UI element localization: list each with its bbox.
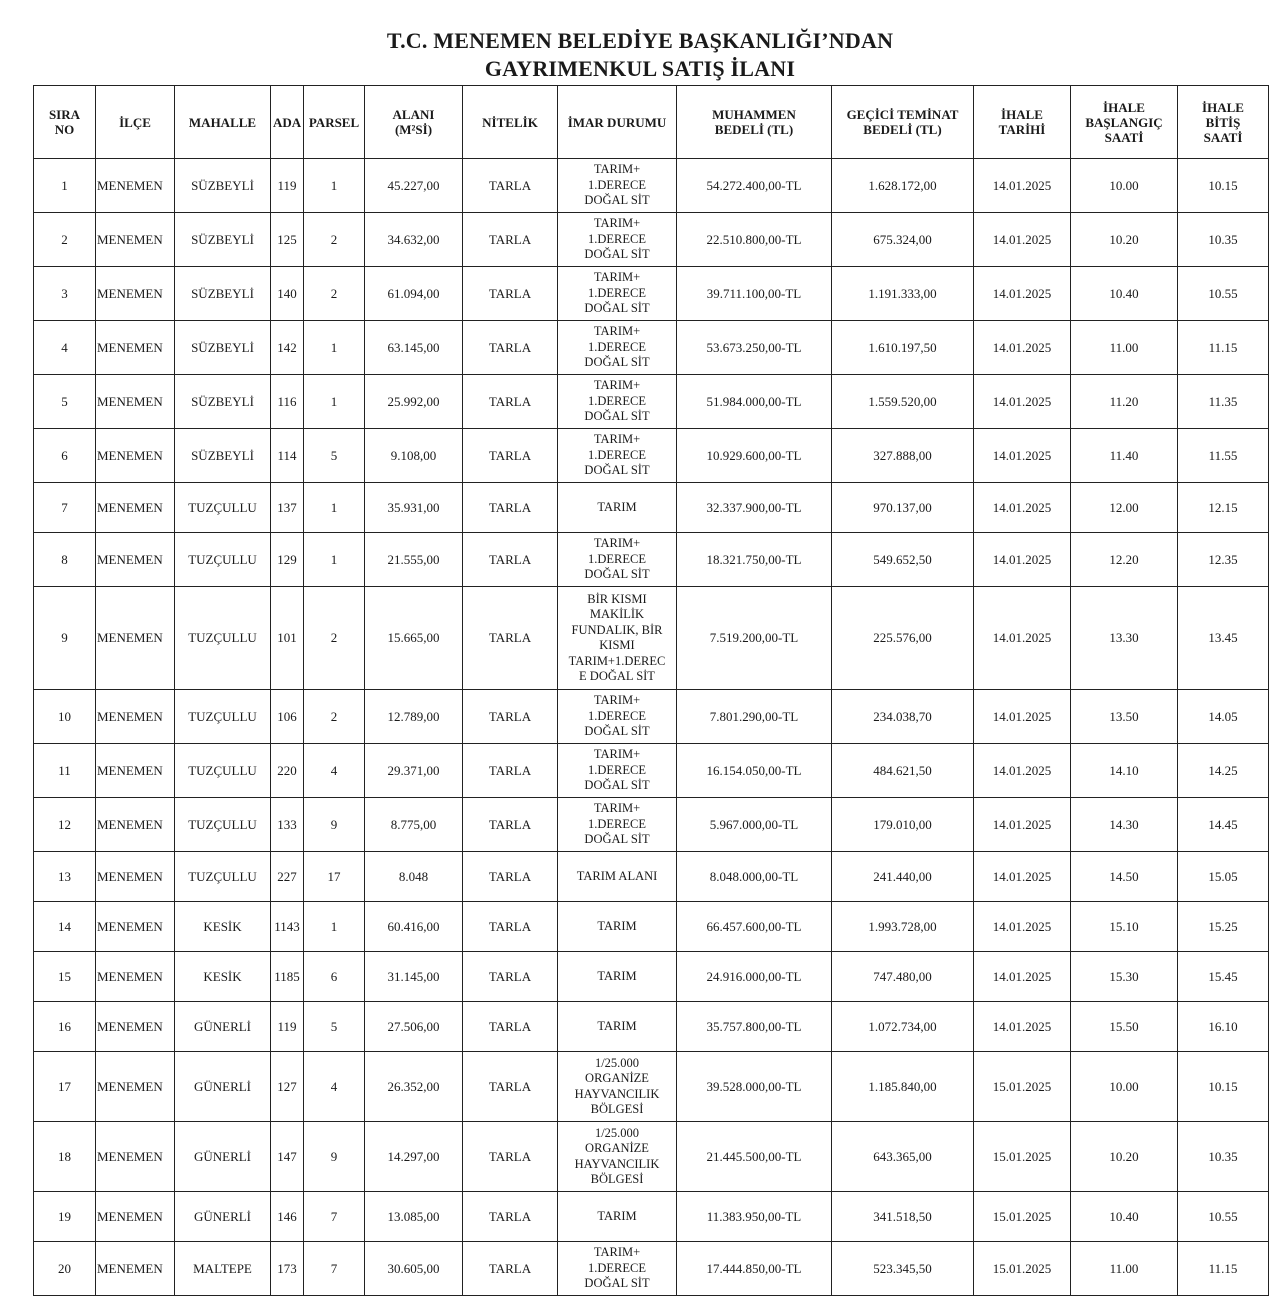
row-number-cell: 6 <box>34 429 96 483</box>
auction-date-cell: 14.01.2025 <box>974 267 1071 321</box>
column-header: İMAR DURUMU <box>558 86 677 159</box>
block-cell: 125 <box>271 213 304 267</box>
row-number-cell: 15 <box>34 952 96 1002</box>
column-header: PARSEL <box>304 86 365 159</box>
zoning-status-cell: TARIM+ 1.DERECE DOĞAL SİT <box>558 321 677 375</box>
neighborhood-cell: SÜZBEYLİ <box>175 321 271 375</box>
area-cell: 35.931,00 <box>365 483 463 533</box>
area-cell: 21.555,00 <box>365 533 463 587</box>
deposit-cell: 970.137,00 <box>832 483 974 533</box>
column-header: İLÇE <box>96 86 175 159</box>
table-row <box>34 483 1269 533</box>
table-row <box>34 1192 1269 1242</box>
land-type-cell: TARLA <box>463 902 558 952</box>
deposit-cell: 1.610.197,50 <box>832 321 974 375</box>
zoning-status-cell: BİR KISMI MAKİLİK FUNDALIK, BİR KISMI TARIM+1.DEREC E DOĞAL SİT <box>558 587 677 690</box>
auction-date-cell: 14.01.2025 <box>974 321 1071 375</box>
area-cell: 63.145,00 <box>365 321 463 375</box>
zoning-status-cell: TARIM <box>558 902 677 952</box>
estimated-price-cell: 39.528.000,00-TL <box>677 1052 832 1122</box>
start-time-cell: 12.00 <box>1071 483 1178 533</box>
zoning-status-cell: TARIM+ 1.DERECE DOĞAL SİT <box>558 375 677 429</box>
auction-date-cell: 14.01.2025 <box>974 798 1071 852</box>
district-cell: MENEMEN <box>96 1242 175 1296</box>
block-cell: 129 <box>271 533 304 587</box>
zoning-status-cell: TARIM+ 1.DERECE DOĞAL SİT <box>558 690 677 744</box>
land-type-cell: TARLA <box>463 267 558 321</box>
parcel-cell: 4 <box>304 744 365 798</box>
row-number-cell: 13 <box>34 852 96 902</box>
table-row <box>34 533 1269 587</box>
row-number-cell: 10 <box>34 690 96 744</box>
end-time-cell: 10.15 <box>1178 1052 1269 1122</box>
auction-date-cell: 14.01.2025 <box>974 159 1071 213</box>
estimated-price-cell: 17.444.850,00-TL <box>677 1242 832 1296</box>
parcel-cell: 5 <box>304 429 365 483</box>
notice-subtitle: GAYRIMENKUL SATIŞ İLANI <box>484 56 796 81</box>
block-cell: 220 <box>271 744 304 798</box>
parcel-cell: 1 <box>304 375 365 429</box>
block-cell: 133 <box>271 798 304 852</box>
parcel-cell: 1 <box>304 902 365 952</box>
parcel-cell: 7 <box>304 1242 365 1296</box>
deposit-cell: 549.652,50 <box>832 533 974 587</box>
land-type-cell: TARLA <box>463 587 558 690</box>
deposit-cell: 747.480,00 <box>832 952 974 1002</box>
area-cell: 27.506,00 <box>365 1002 463 1052</box>
district-cell: MENEMEN <box>96 213 175 267</box>
table-row <box>34 159 1269 213</box>
district-cell: MENEMEN <box>96 1052 175 1122</box>
estimated-price-cell: 7.519.200,00-TL <box>677 587 832 690</box>
end-time-cell: 14.05 <box>1178 690 1269 744</box>
table-row <box>34 429 1269 483</box>
table-row <box>34 1122 1269 1192</box>
row-number-cell: 12 <box>34 798 96 852</box>
end-time-cell: 11.55 <box>1178 429 1269 483</box>
table-row <box>34 321 1269 375</box>
end-time-cell: 11.35 <box>1178 375 1269 429</box>
table-row <box>34 902 1269 952</box>
row-number-cell: 18 <box>34 1122 96 1192</box>
row-number-cell: 20 <box>34 1242 96 1296</box>
auction-date-cell: 15.01.2025 <box>974 1122 1071 1192</box>
start-time-cell: 10.20 <box>1071 213 1178 267</box>
start-time-cell: 15.50 <box>1071 1002 1178 1052</box>
area-cell: 30.605,00 <box>365 1242 463 1296</box>
table-row <box>34 690 1269 744</box>
block-cell: 137 <box>271 483 304 533</box>
table-row <box>34 375 1269 429</box>
end-time-cell: 12.15 <box>1178 483 1269 533</box>
estimated-price-cell: 16.154.050,00-TL <box>677 744 832 798</box>
land-type-cell: TARLA <box>463 375 558 429</box>
block-cell: 173 <box>271 1242 304 1296</box>
column-header: İHALE BİTİŞ SAATİ <box>1178 86 1269 159</box>
area-cell: 34.632,00 <box>365 213 463 267</box>
neighborhood-cell: GÜNERLİ <box>175 1002 271 1052</box>
column-header: İHALE TARİHİ <box>974 86 1071 159</box>
zoning-status-cell: TARIM+ 1.DERECE DOĞAL SİT <box>558 267 677 321</box>
row-number-cell: 17 <box>34 1052 96 1122</box>
end-time-cell: 10.55 <box>1178 267 1269 321</box>
zoning-status-cell: TARIM+ 1.DERECE DOĞAL SİT <box>558 744 677 798</box>
start-time-cell: 10.00 <box>1071 159 1178 213</box>
block-cell: 127 <box>271 1052 304 1122</box>
block-cell: 106 <box>271 690 304 744</box>
parcel-cell: 1 <box>304 533 365 587</box>
deposit-cell: 234.038,70 <box>832 690 974 744</box>
area-cell: 29.371,00 <box>365 744 463 798</box>
district-cell: MENEMEN <box>96 852 175 902</box>
district-cell: MENEMEN <box>96 902 175 952</box>
end-time-cell: 14.45 <box>1178 798 1269 852</box>
column-header: GEÇİCİ TEMİNAT BEDELİ (TL) <box>832 86 974 159</box>
parcel-cell: 17 <box>304 852 365 902</box>
row-number-cell: 9 <box>34 587 96 690</box>
parcel-cell: 2 <box>304 587 365 690</box>
estimated-price-cell: 18.321.750,00-TL <box>677 533 832 587</box>
parcel-cell: 1 <box>304 159 365 213</box>
area-cell: 26.352,00 <box>365 1052 463 1122</box>
deposit-cell: 1.185.840,00 <box>832 1052 974 1122</box>
parcel-cell: 4 <box>304 1052 365 1122</box>
end-time-cell: 12.35 <box>1178 533 1269 587</box>
neighborhood-cell: SÜZBEYLİ <box>175 267 271 321</box>
auction-date-cell: 14.01.2025 <box>974 690 1071 744</box>
zoning-status-cell: TARIM+ 1.DERECE DOĞAL SİT <box>558 798 677 852</box>
row-number-cell: 3 <box>34 267 96 321</box>
district-cell: MENEMEN <box>96 1192 175 1242</box>
land-type-cell: TARLA <box>463 744 558 798</box>
neighborhood-cell: TUZÇULLU <box>175 483 271 533</box>
block-cell: 101 <box>271 587 304 690</box>
neighborhood-cell: TUZÇULLU <box>175 533 271 587</box>
district-cell: MENEMEN <box>96 159 175 213</box>
district-cell: MENEMEN <box>96 533 175 587</box>
estimated-price-cell: 8.048.000,00-TL <box>677 852 832 902</box>
land-type-cell: TARLA <box>463 1122 558 1192</box>
land-type-cell: TARLA <box>463 1002 558 1052</box>
block-cell: 119 <box>271 159 304 213</box>
start-time-cell: 10.40 <box>1071 1192 1178 1242</box>
row-number-cell: 4 <box>34 321 96 375</box>
neighborhood-cell: TUZÇULLU <box>175 798 271 852</box>
area-cell: 15.665,00 <box>365 587 463 690</box>
area-cell: 61.094,00 <box>365 267 463 321</box>
table-row <box>34 587 1269 690</box>
start-time-cell: 13.30 <box>1071 587 1178 690</box>
neighborhood-cell: KESİK <box>175 952 271 1002</box>
district-cell: MENEMEN <box>96 429 175 483</box>
auction-date-cell: 15.01.2025 <box>974 1052 1071 1122</box>
land-type-cell: TARLA <box>463 483 558 533</box>
deposit-cell: 241.440,00 <box>832 852 974 902</box>
district-cell: MENEMEN <box>96 798 175 852</box>
column-header: NİTELİK <box>463 86 558 159</box>
start-time-cell: 11.20 <box>1071 375 1178 429</box>
row-number-cell: 14 <box>34 902 96 952</box>
row-number-cell: 11 <box>34 744 96 798</box>
zoning-status-cell: TARIM+ 1.DERECE DOĞAL SİT <box>558 213 677 267</box>
area-cell: 31.145,00 <box>365 952 463 1002</box>
estimated-price-cell: 22.510.800,00-TL <box>677 213 832 267</box>
estimated-price-cell: 7.801.290,00-TL <box>677 690 832 744</box>
area-cell: 60.416,00 <box>365 902 463 952</box>
end-time-cell: 10.15 <box>1178 159 1269 213</box>
district-cell: MENEMEN <box>96 744 175 798</box>
estimated-price-cell: 11.383.950,00-TL <box>677 1192 832 1242</box>
row-number-cell: 8 <box>34 533 96 587</box>
auction-date-cell: 14.01.2025 <box>974 587 1071 690</box>
column-header: ALANI (M²Sİ) <box>365 86 463 159</box>
start-time-cell: 13.50 <box>1071 690 1178 744</box>
district-cell: MENEMEN <box>96 267 175 321</box>
area-cell: 14.297,00 <box>365 1122 463 1192</box>
neighborhood-cell: GÜNERLİ <box>175 1122 271 1192</box>
zoning-status-cell: 1/25.000 ORGANİZE HAYVANCILIK BÖLGESİ <box>558 1052 677 1122</box>
neighborhood-cell: SÜZBEYLİ <box>175 213 271 267</box>
area-cell: 9.108,00 <box>365 429 463 483</box>
auction-date-cell: 14.01.2025 <box>974 902 1071 952</box>
table-row <box>34 1242 1269 1296</box>
deposit-cell: 523.345,50 <box>832 1242 974 1296</box>
deposit-cell: 484.621,50 <box>832 744 974 798</box>
zoning-status-cell: TARIM ALANI <box>558 852 677 902</box>
block-cell: 114 <box>271 429 304 483</box>
table-row <box>34 213 1269 267</box>
land-type-cell: TARLA <box>463 798 558 852</box>
zoning-status-cell: TARIM+ 1.DERECE DOĞAL SİT <box>558 1242 677 1296</box>
district-cell: MENEMEN <box>96 587 175 690</box>
auction-date-cell: 14.01.2025 <box>974 852 1071 902</box>
start-time-cell: 11.00 <box>1071 1242 1178 1296</box>
estimated-price-cell: 51.984.000,00-TL <box>677 375 832 429</box>
table-row <box>34 1002 1269 1052</box>
district-cell: MENEMEN <box>96 952 175 1002</box>
end-time-cell: 15.45 <box>1178 952 1269 1002</box>
neighborhood-cell: SÜZBEYLİ <box>175 429 271 483</box>
table-header-row <box>34 86 1269 159</box>
area-cell: 25.992,00 <box>365 375 463 429</box>
auction-date-cell: 14.01.2025 <box>974 1002 1071 1052</box>
deposit-cell: 341.518,50 <box>832 1192 974 1242</box>
auction-date-cell: 14.01.2025 <box>974 952 1071 1002</box>
zoning-status-cell: TARIM <box>558 952 677 1002</box>
neighborhood-cell: SÜZBEYLİ <box>175 375 271 429</box>
land-type-cell: TARLA <box>463 159 558 213</box>
block-cell: 227 <box>271 852 304 902</box>
district-cell: MENEMEN <box>96 483 175 533</box>
deposit-cell: 1.559.520,00 <box>832 375 974 429</box>
deposit-cell: 675.324,00 <box>832 213 974 267</box>
estimated-price-cell: 10.929.600,00-TL <box>677 429 832 483</box>
parcel-cell: 9 <box>304 1122 365 1192</box>
start-time-cell: 11.00 <box>1071 321 1178 375</box>
land-type-cell: TARLA <box>463 429 558 483</box>
end-time-cell: 15.05 <box>1178 852 1269 902</box>
land-type-cell: TARLA <box>463 852 558 902</box>
land-type-cell: TARLA <box>463 1242 558 1296</box>
block-cell: 147 <box>271 1122 304 1192</box>
auction-date-cell: 14.01.2025 <box>974 533 1071 587</box>
estimated-price-cell: 24.916.000,00-TL <box>677 952 832 1002</box>
district-cell: MENEMEN <box>96 1002 175 1052</box>
neighborhood-cell: TUZÇULLU <box>175 587 271 690</box>
table-row <box>34 1052 1269 1122</box>
estimated-price-cell: 5.967.000,00-TL <box>677 798 832 852</box>
start-time-cell: 15.30 <box>1071 952 1178 1002</box>
parcel-cell: 1 <box>304 321 365 375</box>
row-number-cell: 1 <box>34 159 96 213</box>
end-time-cell: 10.55 <box>1178 1192 1269 1242</box>
area-cell: 8.775,00 <box>365 798 463 852</box>
parcel-cell: 1 <box>304 483 365 533</box>
district-cell: MENEMEN <box>96 690 175 744</box>
estimated-price-cell: 21.445.500,00-TL <box>677 1122 832 1192</box>
row-number-cell: 7 <box>34 483 96 533</box>
block-cell: 119 <box>271 1002 304 1052</box>
block-cell: 116 <box>271 375 304 429</box>
auction-date-cell: 14.01.2025 <box>974 744 1071 798</box>
deposit-cell: 1.628.172,00 <box>832 159 974 213</box>
estimated-price-cell: 54.272.400,00-TL <box>677 159 832 213</box>
row-number-cell: 19 <box>34 1192 96 1242</box>
parcel-cell: 2 <box>304 267 365 321</box>
neighborhood-cell: GÜNERLİ <box>175 1052 271 1122</box>
parcel-cell: 5 <box>304 1002 365 1052</box>
neighborhood-cell: SÜZBEYLİ <box>175 159 271 213</box>
estimated-price-cell: 35.757.800,00-TL <box>677 1002 832 1052</box>
auction-date-cell: 14.01.2025 <box>974 213 1071 267</box>
start-time-cell: 10.20 <box>1071 1122 1178 1192</box>
area-cell: 8.048 <box>365 852 463 902</box>
auction-date-cell: 14.01.2025 <box>974 429 1071 483</box>
area-cell: 13.085,00 <box>365 1192 463 1242</box>
column-header: İHALE BAŞLANGIÇ SAATİ <box>1071 86 1178 159</box>
parcel-cell: 2 <box>304 690 365 744</box>
estimated-price-cell: 39.711.100,00-TL <box>677 267 832 321</box>
block-cell: 142 <box>271 321 304 375</box>
start-time-cell: 15.10 <box>1071 902 1178 952</box>
end-time-cell: 10.35 <box>1178 213 1269 267</box>
block-cell: 140 <box>271 267 304 321</box>
zoning-status-cell: TARIM+ 1.DERECE DOĞAL SİT <box>558 533 677 587</box>
district-cell: MENEMEN <box>96 375 175 429</box>
zoning-status-cell: TARIM <box>558 483 677 533</box>
land-type-cell: TARLA <box>463 321 558 375</box>
column-header: MUHAMMEN BEDELİ (TL) <box>677 86 832 159</box>
row-number-cell: 2 <box>34 213 96 267</box>
deposit-cell: 225.576,00 <box>832 587 974 690</box>
row-number-cell: 16 <box>34 1002 96 1052</box>
end-time-cell: 11.15 <box>1178 321 1269 375</box>
land-type-cell: TARLA <box>463 690 558 744</box>
table-row <box>34 744 1269 798</box>
deposit-cell: 1.191.333,00 <box>832 267 974 321</box>
start-time-cell: 10.40 <box>1071 267 1178 321</box>
deposit-cell: 1.993.728,00 <box>832 902 974 952</box>
zoning-status-cell: 1/25.000 ORGANİZE HAYVANCILIK BÖLGESİ <box>558 1122 677 1192</box>
auction-date-cell: 15.01.2025 <box>974 1192 1071 1242</box>
auction-date-cell: 14.01.2025 <box>974 483 1071 533</box>
neighborhood-cell: TUZÇULLU <box>175 852 271 902</box>
parcel-cell: 7 <box>304 1192 365 1242</box>
end-time-cell: 10.35 <box>1178 1122 1269 1192</box>
end-time-cell: 15.25 <box>1178 902 1269 952</box>
parcel-cell: 2 <box>304 213 365 267</box>
block-cell: 1143 <box>271 902 304 952</box>
row-number-cell: 5 <box>34 375 96 429</box>
land-type-cell: TARLA <box>463 1052 558 1122</box>
auction-date-cell: 15.01.2025 <box>974 1242 1071 1296</box>
column-header: MAHALLE <box>175 86 271 159</box>
block-cell: 146 <box>271 1192 304 1242</box>
neighborhood-cell: TUZÇULLU <box>175 744 271 798</box>
block-cell: 1185 <box>271 952 304 1002</box>
zoning-status-cell: TARIM+ 1.DERECE DOĞAL SİT <box>558 429 677 483</box>
neighborhood-cell: KESİK <box>175 902 271 952</box>
end-time-cell: 16.10 <box>1178 1002 1269 1052</box>
parcel-cell: 6 <box>304 952 365 1002</box>
land-type-cell: TARLA <box>463 213 558 267</box>
start-time-cell: 14.10 <box>1071 744 1178 798</box>
start-time-cell: 12.20 <box>1071 533 1178 587</box>
auction-date-cell: 14.01.2025 <box>974 375 1071 429</box>
district-cell: MENEMEN <box>96 321 175 375</box>
estimated-price-cell: 53.673.250,00-TL <box>677 321 832 375</box>
neighborhood-cell: MALTEPE <box>175 1242 271 1296</box>
deposit-cell: 327.888,00 <box>832 429 974 483</box>
start-time-cell: 10.00 <box>1071 1052 1178 1122</box>
end-time-cell: 14.25 <box>1178 744 1269 798</box>
deposit-cell: 1.072.734,00 <box>832 1002 974 1052</box>
land-type-cell: TARLA <box>463 1192 558 1242</box>
zoning-status-cell: TARIM+ 1.DERECE DOĞAL SİT <box>558 159 677 213</box>
area-cell: 12.789,00 <box>365 690 463 744</box>
estimated-price-cell: 32.337.900,00-TL <box>677 483 832 533</box>
area-cell: 45.227,00 <box>365 159 463 213</box>
estimated-price-cell: 66.457.600,00-TL <box>677 902 832 952</box>
table-row <box>34 952 1269 1002</box>
neighborhood-cell: GÜNERLİ <box>175 1192 271 1242</box>
deposit-cell: 179.010,00 <box>832 798 974 852</box>
zoning-status-cell: TARIM <box>558 1192 677 1242</box>
property-sale-table <box>33 85 1269 1296</box>
table-row <box>34 267 1269 321</box>
notice-title: T.C. MENEMEN BELEDİYE BAŞKANLIĞI’NDAN <box>386 28 894 53</box>
parcel-cell: 9 <box>304 798 365 852</box>
start-time-cell: 14.30 <box>1071 798 1178 852</box>
end-time-cell: 11.15 <box>1178 1242 1269 1296</box>
end-time-cell: 13.45 <box>1178 587 1269 690</box>
start-time-cell: 11.40 <box>1071 429 1178 483</box>
land-type-cell: TARLA <box>463 533 558 587</box>
neighborhood-cell: TUZÇULLU <box>175 690 271 744</box>
zoning-status-cell: TARIM <box>558 1002 677 1052</box>
column-header: ADA <box>271 86 304 159</box>
table-row <box>34 798 1269 852</box>
start-time-cell: 14.50 <box>1071 852 1178 902</box>
district-cell: MENEMEN <box>96 1122 175 1192</box>
deposit-cell: 643.365,00 <box>832 1122 974 1192</box>
land-type-cell: TARLA <box>463 952 558 1002</box>
table-row <box>34 852 1269 902</box>
column-header: SIRA NO <box>34 86 96 159</box>
